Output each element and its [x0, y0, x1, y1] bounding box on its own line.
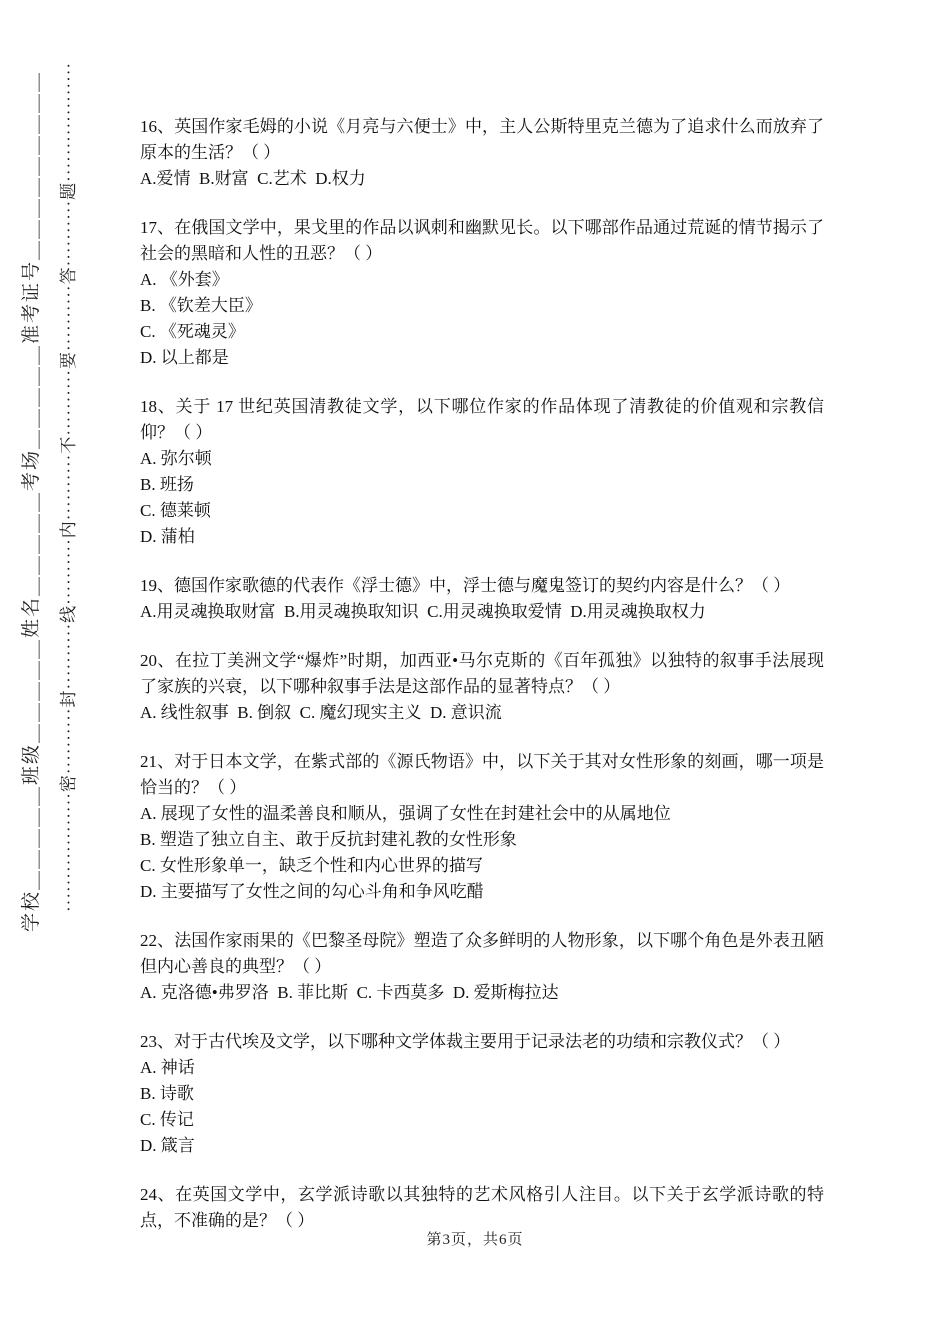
question-stem: 23、对于古代埃及文学，以下哪种文学体裁主要用于记录法老的功绩和宗教仪式？（ ）	[140, 1032, 791, 1051]
option-item: D. 蒲柏	[140, 527, 195, 546]
question-stem: 22、法国作家雨果的《巴黎圣母院》塑造了众多鲜明的人物形象，以下哪个角色是外表丑陋但内心善良的典型？（ ）	[140, 931, 824, 976]
question-23	[140, 1029, 824, 1159]
question-stem: 18、关于 17 世纪英国清教徒文学，以下哪位作家的作品体现了清教徒的价值观和宗教信仰？（ ）	[140, 397, 824, 442]
option-item: A. 展现了女性的温柔善良和顺从，强调了女性在封建社会中的从属地位	[140, 804, 671, 823]
question-stem: 24、在英国文学中，玄学派诗歌以其独特的艺术风格引人注目。以下关于玄学派诗歌的特点，不准确的是？（ ）	[140, 1185, 824, 1230]
question-stem: 17、在俄国文学中，果戈里的作品以讽刺和幽默见长。以下哪部作品通过荒诞的情节揭示了社会的黑暗和人性的丑恶？（ ）	[140, 218, 824, 263]
question-17	[140, 215, 824, 371]
option-item: A. 神话	[140, 1058, 195, 1077]
seal-line: ··················密··········封··········线··········内··········不··········要··········答··········题··················	[59, 61, 78, 912]
question-options-inline: A. 克洛德•弗罗洛 B. 菲比斯 C. 卡西莫多 D. 爱斯梅拉达	[140, 983, 559, 1002]
question-stem: 19、德国作家歌德的代表作《浮士德》中，浮士德与魔鬼签订的契约内容是什么？（ ）	[140, 576, 791, 595]
option-item: D. 以上都是	[140, 348, 229, 367]
option-item: D. 主要描写了女性之间的勾心斗角和争风吃醋	[140, 882, 484, 901]
option-item: C. 女性形象单一，缺乏个性和内心世界的描写	[140, 856, 483, 875]
question-22	[140, 928, 824, 1006]
question-19	[140, 573, 824, 625]
question-stem: 16、英国作家毛姆的小说《月亮与六便士》中，主人公斯特里克兰德为了追求什么而放弃了原本的生活？（ ）	[140, 117, 824, 162]
option-item: B. 《钦差大臣》	[140, 296, 262, 315]
student-info-fields: 学校＿＿＿＿＿班级＿＿＿＿＿姓名＿＿＿＿＿考场＿＿＿＿＿准考证号＿＿＿＿＿＿＿＿＿	[21, 70, 42, 932]
option-item: B. 诗歌	[140, 1084, 194, 1103]
question-21	[140, 749, 824, 905]
question-options-inline: A.用灵魂换取财富 B.用灵魂换取知识 C.用灵魂换取爱情 D.用灵魂换取权力	[140, 602, 706, 621]
option-item: D. 箴言	[140, 1136, 195, 1155]
option-item: A. 弥尔顿	[140, 449, 212, 468]
option-item: C. 传记	[140, 1110, 194, 1129]
page-number: 第3页，共6页	[426, 1232, 524, 1248]
question-options-inline: A.爱情 B.财富 C.艺术 D.权力	[140, 169, 366, 188]
question-18	[140, 394, 824, 550]
option-item: B. 塑造了独立自主、敢于反抗封建礼教的女性形象	[140, 830, 517, 849]
option-item: C. 德莱顿	[140, 501, 211, 520]
question-16	[140, 114, 824, 192]
question-stem: 21、对于日本文学，在紫式部的《源氏物语》中，以下关于其对女性形象的刻画，哪一项是恰当的？（ ）	[140, 752, 824, 797]
question-stem: 20、在拉丁美洲文学“爆炸”时期，加西亚•马尔克斯的《百年孤独》以独特的叙事手法展现了家族的兴衰，以下哪种叙事手法是这部作品的显著特点？（ ）	[140, 651, 824, 696]
question-options-inline: A. 线性叙事 B. 倒叙 C. 魔幻现实主义 D. 意识流	[140, 703, 502, 722]
option-item: A. 《外套》	[140, 270, 229, 289]
option-item: B. 班扬	[140, 475, 194, 494]
option-item: C. 《死魂灵》	[140, 322, 245, 341]
question-24	[140, 1182, 824, 1234]
question-20	[140, 648, 824, 726]
question-list	[140, 114, 824, 1257]
